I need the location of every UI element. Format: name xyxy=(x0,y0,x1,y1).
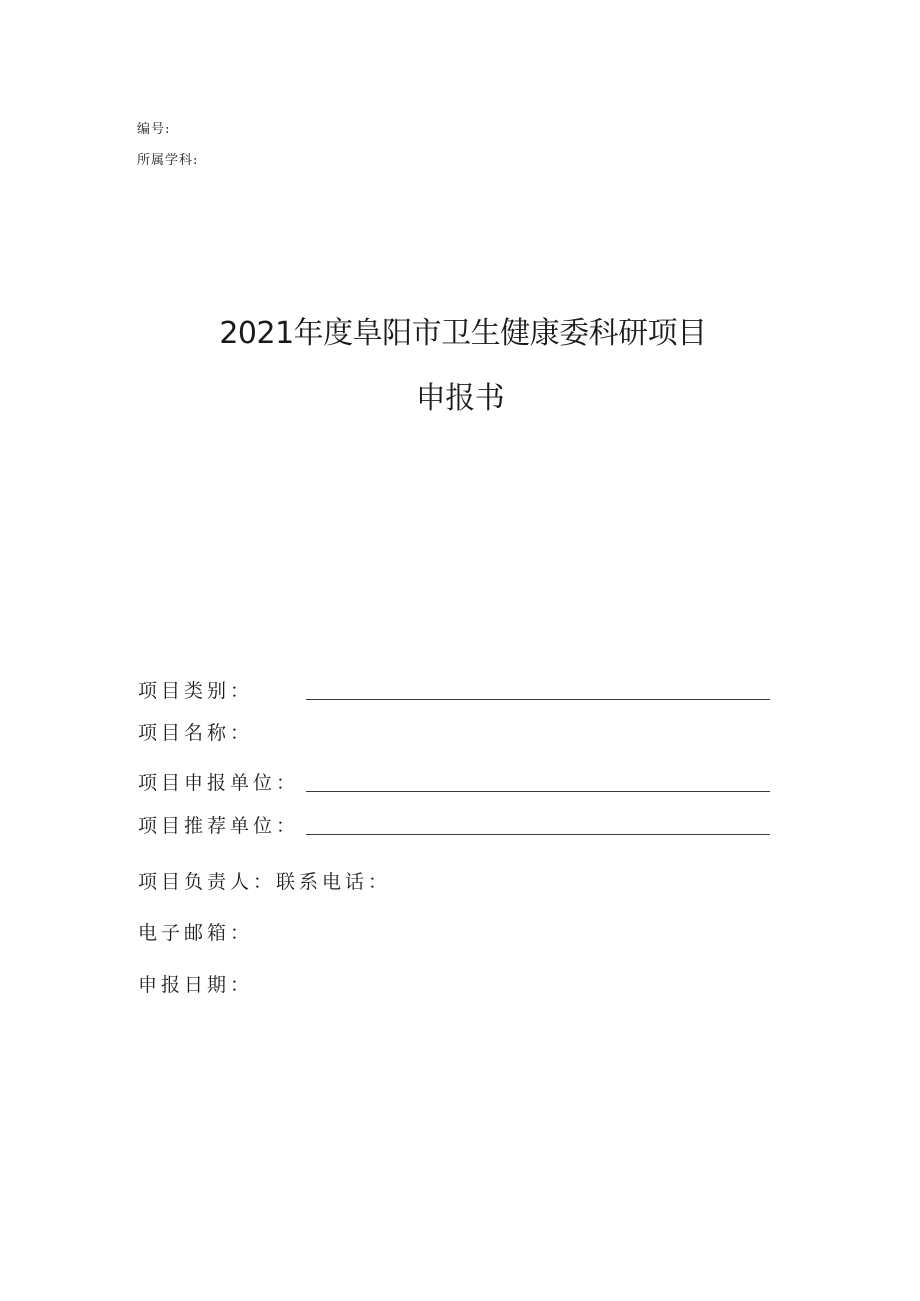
applying-unit-label: 项目申报单位： xyxy=(138,772,300,794)
project-name-label: 项目名称： xyxy=(138,722,254,744)
document-subtitle xyxy=(0,373,920,417)
project-leader-label: 项目负责人：联系电话： xyxy=(138,871,392,893)
document-title: 2021年度阜阳市卫生健康委科研项目 xyxy=(219,316,707,351)
subtitle-text: 申报书 xyxy=(415,381,505,416)
project-leader-field xyxy=(138,867,778,897)
subject-label: 所属学科: xyxy=(137,153,199,168)
project-category-field xyxy=(138,676,778,706)
recommending-unit-field xyxy=(138,811,778,841)
project-name-field xyxy=(138,718,778,748)
recommending-unit-blank-line[interactable] xyxy=(306,834,770,835)
document-number-label: 编号: xyxy=(137,122,171,137)
project-category-blank-line[interactable] xyxy=(306,699,770,700)
applying-unit-field xyxy=(138,768,778,798)
email-field xyxy=(138,918,778,948)
recommending-unit-label: 项目推荐单位： xyxy=(138,815,300,837)
application-date-label: 申报日期： xyxy=(138,974,254,996)
email-label: 电子邮箱： xyxy=(138,922,254,944)
applying-unit-blank-line[interactable] xyxy=(306,791,770,792)
project-category-label: 项目类别： xyxy=(138,680,254,702)
application-date-field xyxy=(138,970,778,1000)
